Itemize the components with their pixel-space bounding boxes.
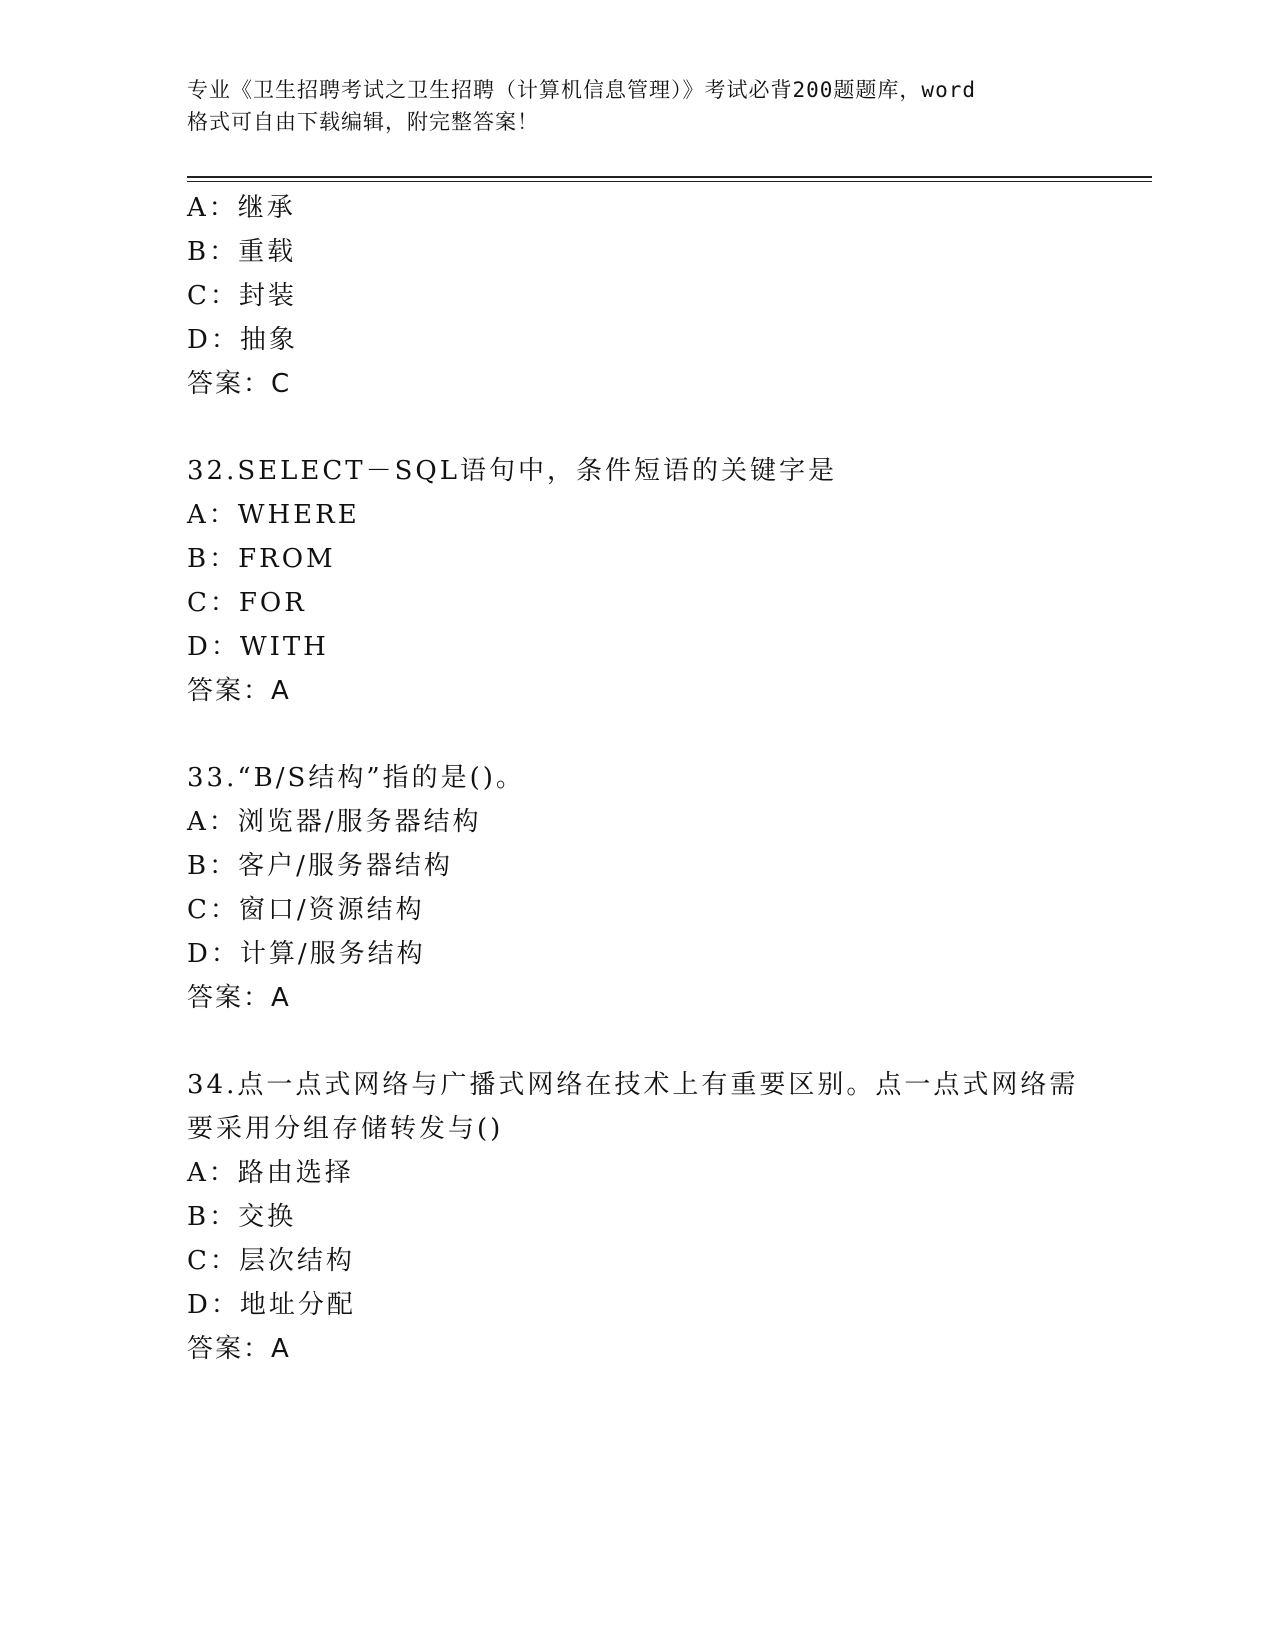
q33-option-b: B：客户/服务器结构 xyxy=(187,851,453,881)
q31-option-b: B：重载 xyxy=(187,237,297,267)
q32-answer: 答案：A xyxy=(187,676,291,706)
q31-answer: 答案：C xyxy=(187,369,292,399)
q32-option-a: A：WHERE xyxy=(187,500,360,530)
q34-answer: 答案：A xyxy=(187,1334,291,1364)
q34-question-line1: 34.点一点式网络与广播式网络在技术上有重要区别。点一点式网络需 xyxy=(187,1070,1079,1100)
q34-option-a: A：路由选择 xyxy=(187,1158,354,1188)
q34-question-line2: 要采用分组存储转发与() xyxy=(187,1114,504,1144)
q34-option-b: B：交换 xyxy=(187,1202,297,1232)
q31-option-a: A：继承 xyxy=(187,193,296,223)
q34-option-d: D：地址分配 xyxy=(187,1290,356,1320)
header-title-line2: 格式可自由下载编辑，附完整答案！ xyxy=(187,110,539,134)
q32-option-b: B：FROM xyxy=(187,544,336,574)
header-divider-thin xyxy=(187,181,1152,182)
q33-answer: 答案：A xyxy=(187,983,291,1013)
q33-option-d: D：计算/服务结构 xyxy=(187,939,426,969)
q33-option-a: A：浏览器/服务器结构 xyxy=(187,807,482,837)
page-header xyxy=(187,74,1087,138)
q34-option-c: C：层次结构 xyxy=(187,1246,355,1276)
q32-option-d: D：WITH xyxy=(187,632,329,662)
q33-question: 33.“B/S结构”指的是()。 xyxy=(187,763,525,793)
header-divider-thick xyxy=(187,176,1152,178)
q33-option-c: C：窗口/资源结构 xyxy=(187,895,425,925)
q32-question: 32.SELECT－SQL语句中，条件短语的关键字是 xyxy=(187,456,838,486)
q32-option-c: C：FOR xyxy=(187,588,307,618)
q31-option-d: D：抽象 xyxy=(187,325,298,355)
q31-option-c: C：封装 xyxy=(187,281,297,311)
header-title-line1: 专业《卫生招聘考试之卫生招聘（计算机信息管理）》考试必背200题题库，word xyxy=(187,78,976,102)
